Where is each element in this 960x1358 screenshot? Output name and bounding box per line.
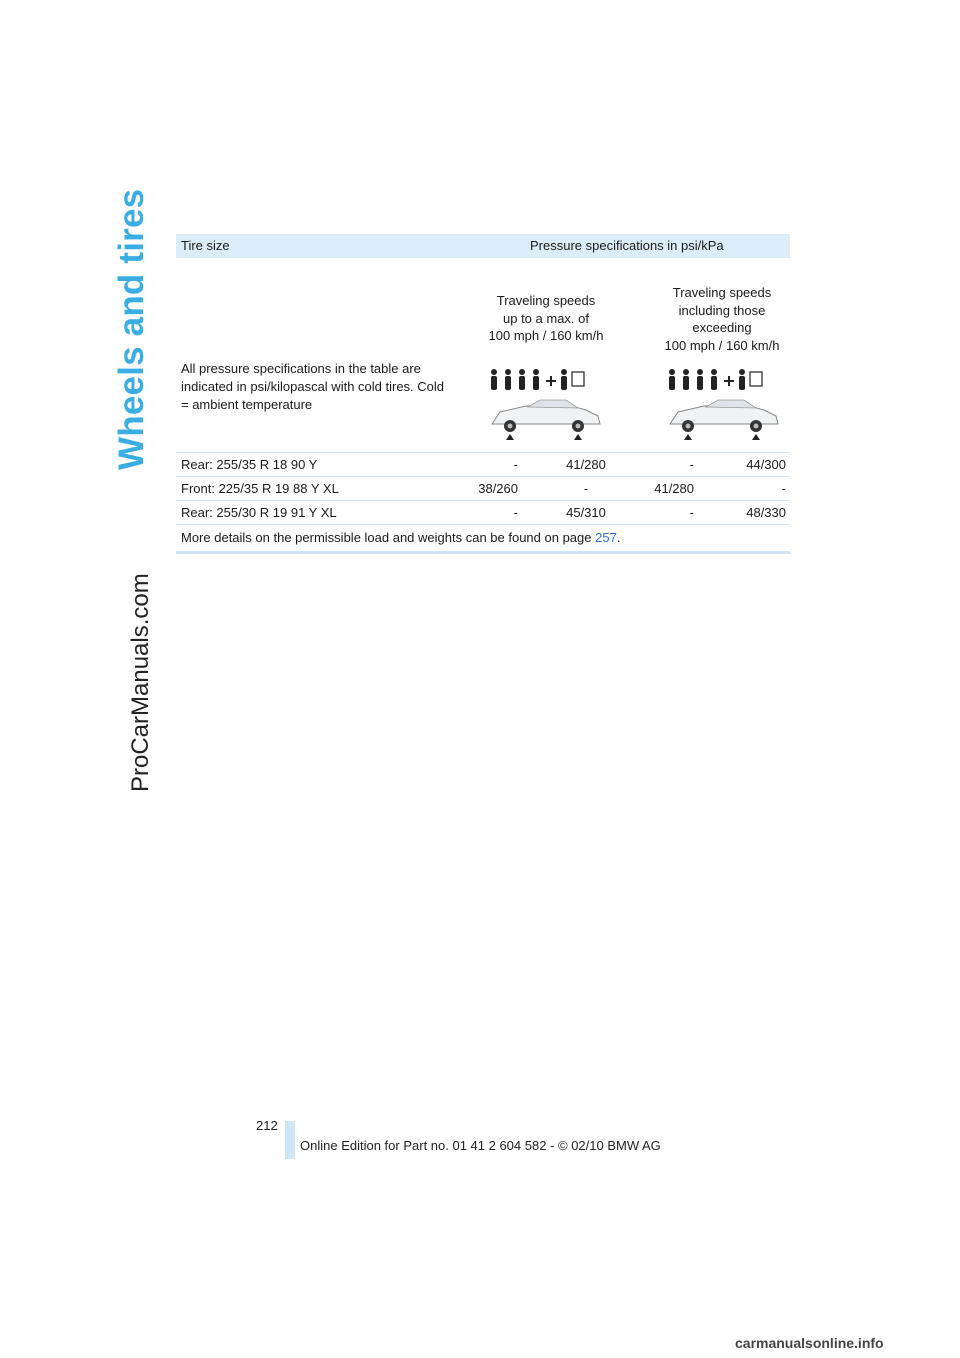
pressure-cell: - — [689, 505, 694, 520]
footer-note — [181, 530, 620, 545]
tire-pressure-table — [176, 234, 790, 554]
pressure-cell: - — [781, 481, 786, 496]
watermark-bottom: carmanualsonline.info — [735, 1335, 884, 1351]
pressure-cell: 38/260 — [478, 481, 518, 496]
table-header — [176, 234, 790, 258]
page-reference-link[interactable]: 257 — [595, 530, 617, 545]
pressure-cell: 45/310 — [566, 505, 606, 520]
footer-edition-text: Online Edition for Part no. 01 41 2 604 582 - © 02/10 BMW AG — [300, 1138, 661, 1153]
footer-note-end: . — [616, 530, 621, 545]
car-load-icon — [664, 366, 786, 442]
speed-up-to-line: up to a max. of — [503, 310, 589, 326]
speed-exceeding-line: 100 mph / 160 km/h — [664, 337, 780, 353]
table-row — [176, 501, 790, 525]
speed-up-to-line: 100 mph / 160 km/h — [488, 328, 604, 343]
speed-up-to-line: Traveling speeds — [496, 293, 596, 308]
pressure-cell: - — [513, 505, 518, 520]
watermark-left: ProCarManuals.com — [127, 573, 154, 792]
pressure-cell: - — [689, 457, 694, 472]
pressure-cell: 44/300 — [746, 457, 786, 472]
car-load-icon — [486, 366, 608, 442]
table-footer-row — [176, 525, 790, 554]
pressure-cell: 41/280 — [566, 457, 606, 472]
tire-size-cell: Rear: 255/30 R 19 91 Y XL — [181, 505, 337, 520]
pressure-note: All pressure specifications in the table are indicated in psi/kilopascal with cold tires. Cold = ambient temperature — [181, 361, 445, 412]
speed-exceeding-line: Traveling speeds — [672, 285, 772, 300]
footer-accent-bar — [285, 1121, 295, 1159]
speed-up-to-label — [476, 292, 616, 345]
tire-size-cell: Front: 225/35 R 19 88 Y XL — [181, 481, 339, 496]
speed-exceeding-line: exceeding — [692, 320, 752, 335]
pressure-cell: 48/330 — [746, 505, 786, 520]
footer-note-text: More details on the permissible load and weights can be found on page — [181, 530, 596, 545]
pressure-cell: - — [583, 481, 589, 496]
header-tire-size: Tire size — [181, 238, 230, 253]
table-row — [176, 453, 790, 477]
page-number: 212 — [256, 1118, 278, 1133]
pressure-cell: - — [513, 457, 518, 472]
header-pressure: Pressure specifications in psi/kPa — [530, 238, 724, 253]
speed-exceeding-line: including those — [678, 302, 766, 318]
section-side-title: Wheels and tires — [112, 188, 151, 470]
tire-size-cell: Rear: 255/35 R 18 90 Y — [181, 457, 318, 472]
pressure-cell: 41/280 — [654, 481, 694, 496]
speed-exceeding-label — [652, 284, 792, 354]
table-row — [176, 477, 790, 501]
table-info-row — [176, 258, 790, 453]
